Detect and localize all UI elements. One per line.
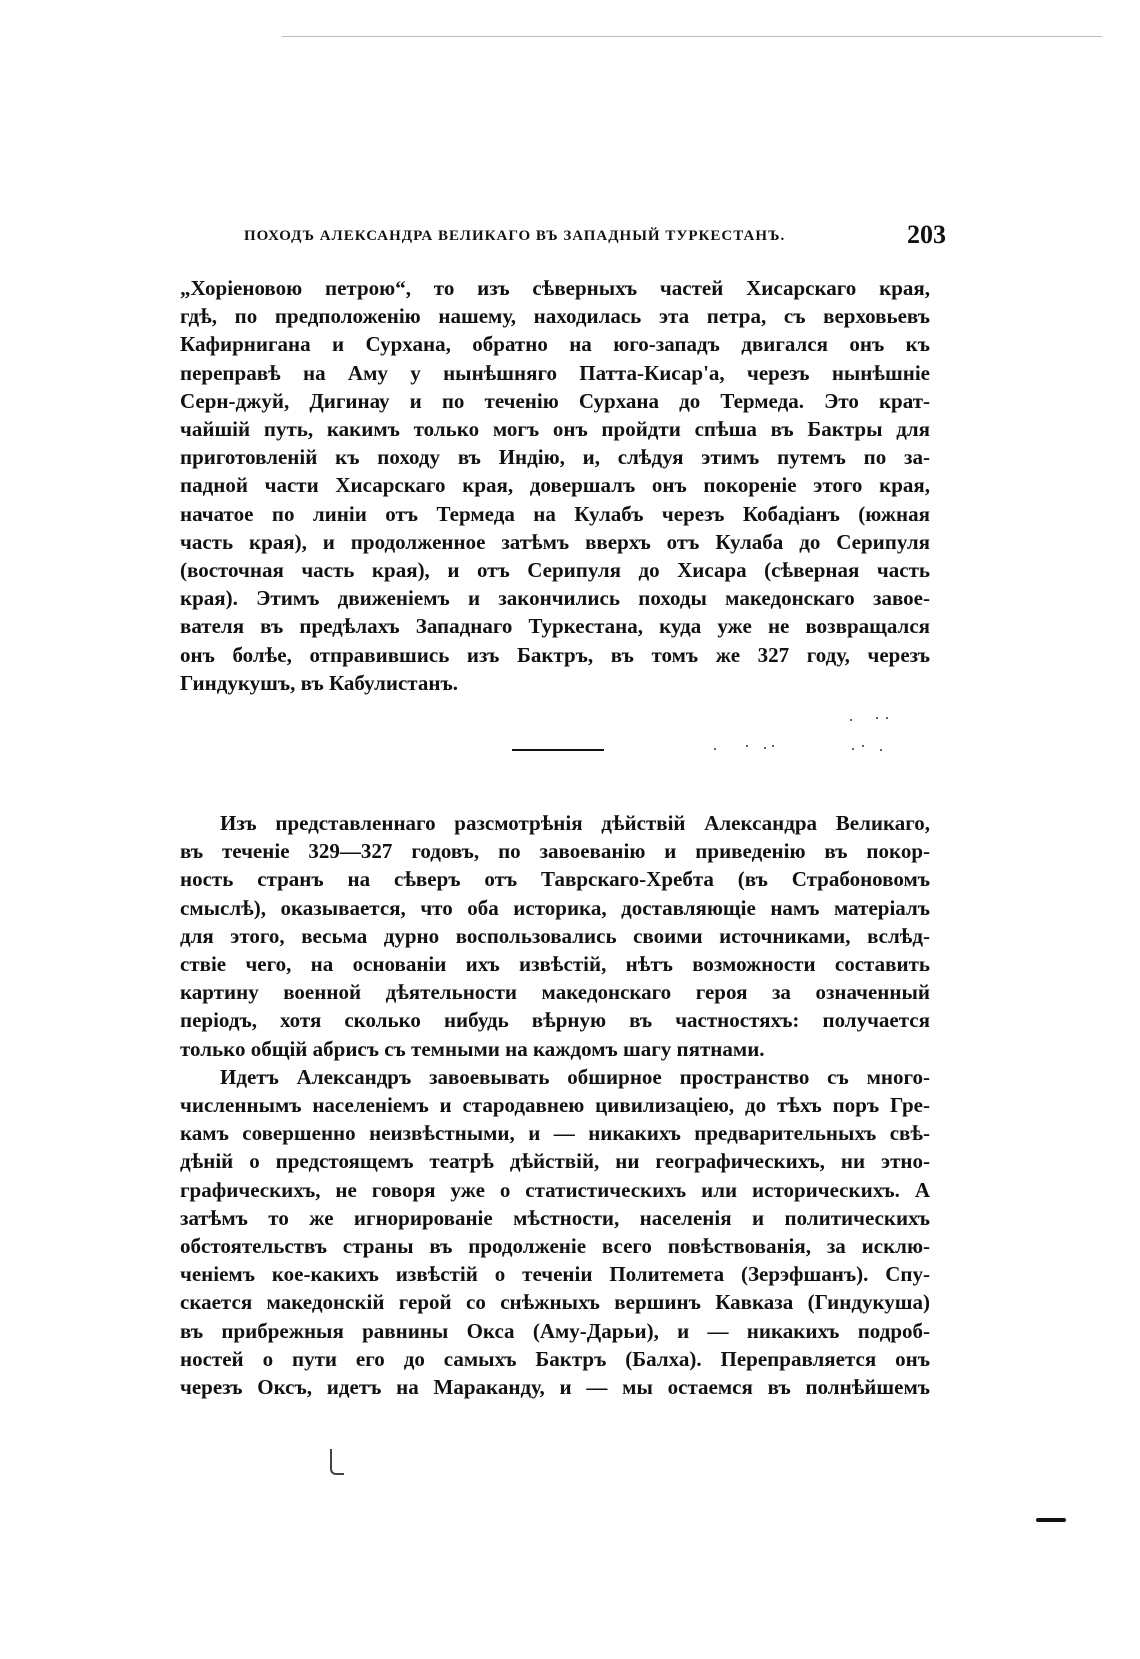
text-line: гдѣ, по предположенію нашему, находилась эта петра, съ верховьевъ	[180, 304, 930, 329]
scan-speck	[714, 748, 716, 750]
text-line: Серн-джуй, Дигинау и по теченію Сурхана до Термеда. Это крат-	[180, 388, 930, 413]
text-line: въ прибрежныя равнины Окса (Аму-Дарьи), и — никакихъ подроб-	[180, 1318, 930, 1343]
text-line: ченіемъ кое-какихъ извѣстій о теченіи Политемета (Зерэфшанъ). Спу-	[180, 1262, 930, 1287]
main-text	[180, 809, 930, 1401]
text-line: Гиндукушъ, въ Кабулистанъ.	[180, 670, 458, 695]
scan-speck	[850, 719, 852, 721]
text-line: смыслѣ), оказывается, что оба историка, доставляющіе намъ матеріалъ	[180, 895, 930, 920]
scan-speck	[746, 745, 748, 747]
text-line: (восточная часть края), и отъ Серипуля до Хисара (сѣверная часть	[180, 558, 930, 583]
text-line: „Хоріеновою петрою“, то изъ сѣверныхъ частей Хисарскаго края,	[180, 276, 930, 300]
scan-speck	[852, 748, 854, 750]
text-line: ствіе чего, на основаніи ихъ извѣстій, нѣтъ возможности составить	[180, 952, 930, 977]
text-line: ностей о пути его до самыхъ Бактръ (Балха). Переправляется онъ	[180, 1346, 930, 1371]
scan-speck	[862, 745, 864, 747]
text-line: періодъ, хотя сколько нибудь вѣрную въ частностяхъ: получается	[180, 1008, 930, 1033]
text-line: часть края), и продолженное затѣмъ вверхъ отъ Кулаба до Серипуля	[180, 529, 930, 554]
page-number: 203	[907, 220, 946, 249]
section-divider	[512, 749, 604, 751]
text-line: затѣмъ то же игнорированіе мѣстности, населенія и политическихъ	[180, 1205, 930, 1230]
scan-speck	[886, 717, 888, 719]
text-line: чайшій путь, какимъ только могъ онъ пройдти спѣша въ Бактры для	[180, 417, 930, 442]
scan-speck	[764, 747, 766, 749]
paragraph-summary	[180, 809, 930, 1063]
text-line: численнымъ населеніемъ и стародавнею цивилизаціею, до тѣхъ поръ Гре-	[180, 1093, 930, 1118]
paragraph-critique	[180, 1063, 930, 1401]
running-title: ПОХОДЪ АЛЕКСАНДРА ВЕЛИКАГО ВЪ ЗАПАДНЫЙ ТУРКЕСТАНЪ.	[244, 228, 786, 244]
scan-speck	[876, 717, 878, 719]
pencil-mark	[330, 1449, 344, 1475]
text-line: для этого, весьма дурно воспользовались своими источниками, вслѣд-	[180, 923, 930, 948]
text-line: черезъ Оксъ, идетъ на Мараканду, и — мы остаемся въ полнѣйшемъ	[180, 1375, 930, 1400]
top-scan-rule	[282, 36, 1102, 37]
text-line: края). Этимъ движеніемъ и закончились походы македонскаго завое-	[180, 586, 930, 611]
text-line: Кафирнигана и Сурхана, обратно на юго-западъ двигался онъ къ	[180, 332, 930, 357]
text-line: обстоятельствъ страны въ продолженіе всего повѣствованія, за исклю-	[180, 1234, 930, 1259]
scan-speck	[880, 749, 882, 751]
text-line: въ теченіе 329—327 годовъ, по завоеванію и приведенію въ покор-	[180, 839, 930, 864]
text-line: падной части Хисарскаго края, довершалъ онъ покореніе этого края,	[180, 473, 930, 498]
page-header	[234, 220, 946, 252]
margin-dash-mark	[1036, 1518, 1066, 1522]
text-line: графическихъ, не говоря уже о статистическихъ или историческихъ. А	[180, 1177, 930, 1202]
text-line: картину военной дѣятельности македонскаго героя за означенный	[180, 980, 930, 1005]
text-line: вателя въ предѣлахъ Западнаго Туркестана, куда уже не возвращался	[180, 614, 930, 639]
text-line: ность странъ на сѣверъ отъ Таврскаго-Хребта (въ Страбоновомъ	[180, 867, 930, 892]
scan-speck	[772, 745, 774, 747]
text-line: приготовленій къ походу въ Индію, и, слѣдуя этимъ путемъ по за-	[180, 445, 930, 470]
text-line: начатое по линіи отъ Термеда на Кулабъ черезъ Кобадіанъ (южная	[180, 501, 930, 526]
text-line: скается македонскій герой со снѣжныхъ вершинъ Кавказа (Гиндукуша)	[180, 1290, 930, 1315]
text-line: онъ болѣе, отправившись изъ Бактръ, въ томъ же 327 году, черезъ	[180, 642, 930, 667]
text-line: камъ совершенно неизвѣстными, и — никакихъ предварительныхъ свѣ-	[180, 1121, 930, 1146]
text-line: только общій абрисъ съ темными на каждомъ шагу пятнами.	[180, 1036, 765, 1061]
text-line: Идетъ Александръ завоевывать обширное пространство съ много-	[220, 1064, 930, 1089]
text-line: Изъ представленнаго разсмотрѣнія дѣйствій Александра Великаго,	[220, 811, 930, 835]
text-line: переправѣ на Аму у нынѣшняго Патта-Кисар'а, черезъ нынѣшніе	[180, 360, 930, 385]
text-line: дѣній о предстоящемъ театрѣ дѣйствій, ни географическихъ, ни этно-	[180, 1149, 930, 1174]
paragraph-continuation	[180, 274, 930, 697]
